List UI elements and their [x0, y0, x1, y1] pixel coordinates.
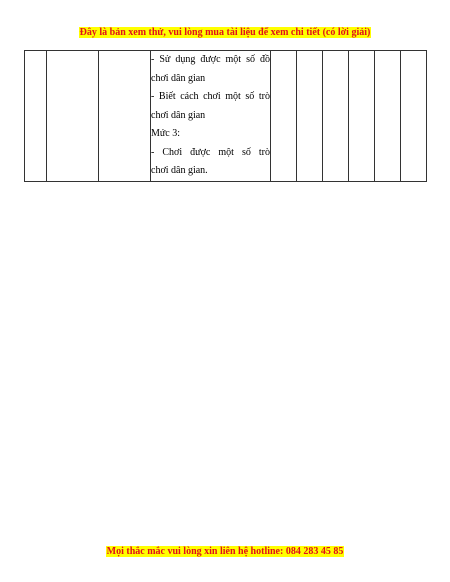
table-cell: [349, 51, 375, 182]
requirement-line: - Chơi được một số trò: [151, 146, 270, 158]
preview-notice: [0, 26, 450, 39]
requirement-line: chơi dân gian: [151, 109, 206, 121]
requirements-cell: [151, 51, 271, 182]
table-cell: [401, 51, 427, 182]
requirement-line: - Sử dụng được một số đồ: [151, 54, 270, 65]
table-cell: [25, 51, 47, 182]
curriculum-table: [24, 50, 427, 182]
preview-notice-text: Đây là bản xem thử, vui lòng mua tài liệu để xem chi tiết (có lời giải): [79, 27, 371, 38]
level-heading: Mức 3:: [151, 128, 181, 139]
hotline-text: Mọi thắc mắc vui lòng xin liên hệ hotline: 084 283 45 85: [106, 546, 344, 557]
table-cell: [297, 51, 323, 182]
table-cell: [271, 51, 297, 182]
table-row: [25, 51, 427, 182]
table-cell: [375, 51, 401, 182]
table-cell: [47, 51, 99, 182]
requirement-line: - Biết cách chơi một số trò: [151, 91, 270, 102]
table-cell: [323, 51, 349, 182]
hotline-footer: [0, 545, 450, 558]
requirement-line: chơi dân gian.: [151, 165, 208, 176]
requirement-line: chơi dân gian: [151, 72, 206, 84]
table-cell: [99, 51, 151, 182]
